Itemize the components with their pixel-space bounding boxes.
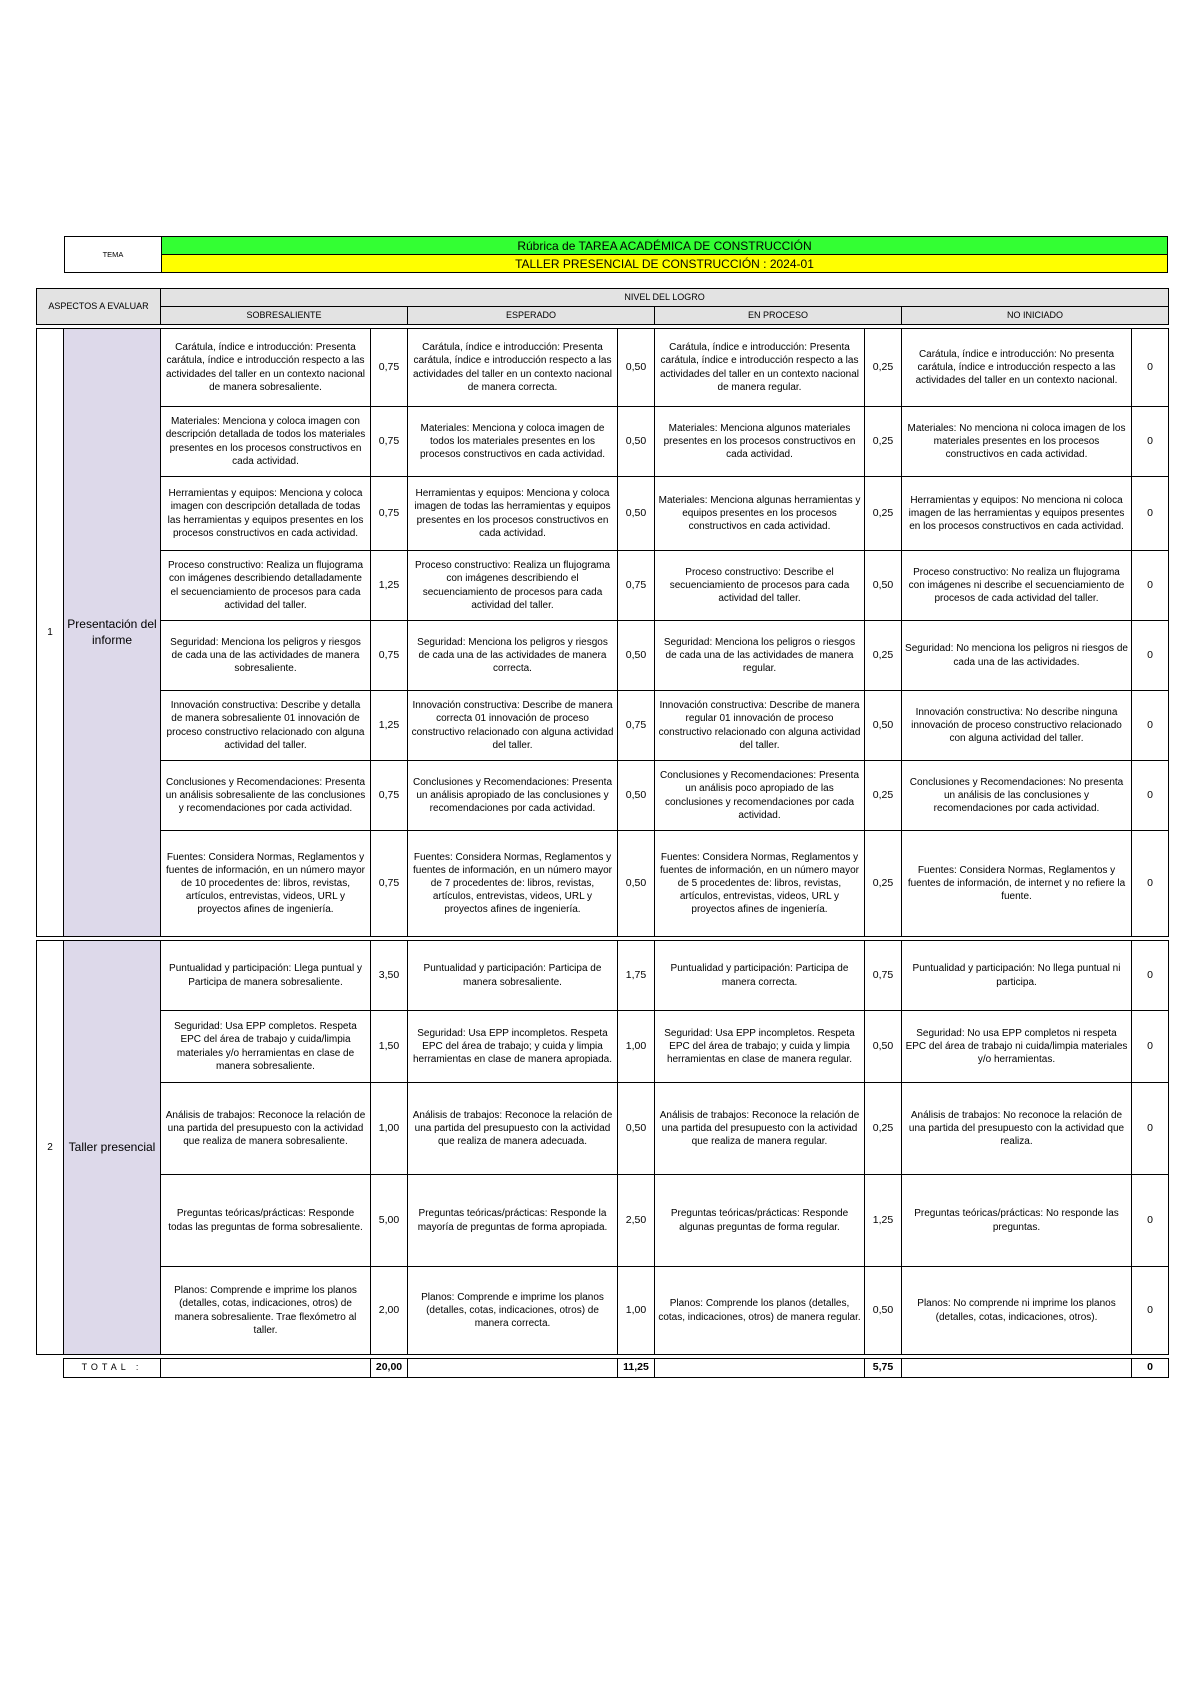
criterion-no-iniciado: Puntualidad y participación: No llega puntual ni participa.	[902, 941, 1132, 1011]
total-no-iniciado: 0	[1132, 1359, 1169, 1378]
score-sobresaliente: 1,25	[371, 551, 408, 621]
score-no-iniciado: 0	[1132, 761, 1169, 831]
score-no-iniciado: 0	[1132, 407, 1169, 477]
score-en-proceso: 0,25	[865, 329, 902, 407]
score-esperado: 0,75	[618, 551, 655, 621]
score-sobresaliente: 3,50	[371, 941, 408, 1011]
criterion-sobresaliente: Innovación constructiva: Describe y detalla de manera sobresaliente 01 innovación de proceso constructivo relacionado con alguna actividad del taller.	[161, 691, 371, 761]
score-sobresaliente: 0,75	[371, 329, 408, 407]
rubric-row	[37, 831, 1169, 937]
criterion-esperado: Análisis de trabajos: Reconoce la relación de una partida del presupuesto con la actividad que realiza de manera adecuada.	[408, 1083, 618, 1175]
score-en-proceso: 0,25	[865, 407, 902, 477]
score-en-proceso: 0,50	[865, 1267, 902, 1355]
score-sobresaliente: 1,00	[371, 1083, 408, 1175]
criterion-en-proceso: Carátula, índice e introducción: Presenta carátula, índice e introducción respecto a las actividades del taller en un contexto nacional de manera regular.	[655, 329, 865, 407]
criterion-en-proceso: Fuentes: Considera Normas, Reglamentos y fuentes de información, en un número mayor de 5 procedentes de: libros, revistas, artículos, entrevistas, videos, URL y proyectos afines de ingeniería.	[655, 831, 865, 937]
criterion-en-proceso: Seguridad: Usa EPP incompletos. Respeta EPC del área de trabajo; y cuida y limpia herramientas en clase de manera regular.	[655, 1011, 865, 1083]
score-sobresaliente: 0,75	[371, 831, 408, 937]
criterion-no-iniciado: Seguridad: No menciona los peligros ni riesgos de cada una de las actividades.	[902, 621, 1132, 691]
total-esperado: 11,25	[618, 1359, 655, 1378]
level-header-no-iniciado: NO INICIADO	[902, 307, 1169, 325]
criterion-en-proceso: Innovación constructiva: Describe de manera regular 01 innovación de proceso constructivo relacionado con alguna actividad del taller.	[655, 691, 865, 761]
score-sobresaliente: 0,75	[371, 761, 408, 831]
score-esperado: 2,50	[618, 1175, 655, 1267]
rubric-row	[37, 1267, 1169, 1355]
score-no-iniciado: 0	[1132, 1175, 1169, 1267]
criterion-esperado: Preguntas teóricas/prácticas: Responde la mayoría de preguntas de forma apropiada.	[408, 1175, 618, 1267]
score-en-proceso: 0,25	[865, 621, 902, 691]
rubric-row	[37, 1011, 1169, 1083]
score-no-iniciado: 0	[1132, 1083, 1169, 1175]
rubric-table	[36, 288, 1169, 1378]
criterion-sobresaliente: Materiales: Menciona y coloca imagen con descripción detallada de todos los materiales presentes en los procesos constructivos en cada actividad.	[161, 407, 371, 477]
score-esperado: 1,00	[618, 1011, 655, 1083]
rubric-row	[37, 1175, 1169, 1267]
score-esperado: 0,50	[618, 761, 655, 831]
score-en-proceso: 0,25	[865, 1083, 902, 1175]
rubric-body	[37, 329, 1169, 1355]
total-en-proceso: 5,75	[865, 1359, 902, 1378]
criterion-esperado: Carátula, índice e introducción: Presenta carátula, índice e introducción respecto a las actividades del taller en un contexto nacional de manera correcta.	[408, 329, 618, 407]
criterion-en-proceso: Materiales: Menciona algunos materiales presentes en los procesos constructivos en cada actividad.	[655, 407, 865, 477]
score-no-iniciado: 0	[1132, 477, 1169, 551]
score-no-iniciado: 0	[1132, 621, 1169, 691]
score-sobresaliente: 0,75	[371, 477, 408, 551]
score-no-iniciado: 0	[1132, 1011, 1169, 1083]
criterion-en-proceso: Materiales: Menciona algunas herramientas y equipos presentes en los procesos constructivos en cada actividad.	[655, 477, 865, 551]
score-sobresaliente: 1,25	[371, 691, 408, 761]
criterion-no-iniciado: Fuentes: Considera Normas, Reglamentos y fuentes de información, de internet y no refiere la fuente.	[902, 831, 1132, 937]
score-esperado: 0,50	[618, 329, 655, 407]
criterion-en-proceso: Puntualidad y participación: Participa de manera correcta.	[655, 941, 865, 1011]
criterion-no-iniciado: Materiales: No menciona ni coloca imagen de los materiales presentes en los procesos constructivos en cada actividad.	[902, 407, 1132, 477]
rubric-row	[37, 1083, 1169, 1175]
score-en-proceso: 0,50	[865, 1011, 902, 1083]
criterion-sobresaliente: Carátula, índice e introducción: Presenta carátula, índice e introducción respecto a las actividades del taller en un contexto nacional de manera sobresaliente.	[161, 329, 371, 407]
criterion-esperado: Puntualidad y participación: Participa de manera sobresaliente.	[408, 941, 618, 1011]
criterion-no-iniciado: Planos: No comprende ni imprime los planos (detalles, cotas, indicaciones, otros).	[902, 1267, 1132, 1355]
criterion-sobresaliente: Puntualidad y participación: Llega puntual y Participa de manera sobresaliente.	[161, 941, 371, 1011]
criterion-no-iniciado: Proceso constructivo: No realiza un flujograma con imágenes ni describe el secuenciamiento de procesos de cada actividad del taller.	[902, 551, 1132, 621]
criterion-esperado: Innovación constructiva: Describe de manera correcta 01 innovación de proceso constructivo relacionado con alguna actividad del taller.	[408, 691, 618, 761]
criterion-sobresaliente: Preguntas teóricas/prácticas: Responde todas las preguntas de forma sobresaliente.	[161, 1175, 371, 1267]
criterion-sobresaliente: Proceso constructivo: Realiza un flujograma con imágenes describiendo detalladamente el secuenciamiento de procesos para cada actividad del taller.	[161, 551, 371, 621]
level-header-sobresaliente: SOBRESALIENTE	[161, 307, 408, 325]
totals-row	[37, 1359, 1169, 1378]
criterion-esperado: Planos: Comprende e imprime los planos (detalles, cotas, indicaciones, otros) de manera correcta.	[408, 1267, 618, 1355]
score-esperado: 0,50	[618, 1083, 655, 1175]
rubric-row	[37, 407, 1169, 477]
section-number: 2	[37, 941, 64, 1355]
level-header-en-proceso: EN PROCESO	[655, 307, 902, 325]
criterion-en-proceso: Proceso constructivo: Describe el secuenciamiento de procesos para cada actividad del taller.	[655, 551, 865, 621]
section-name: Taller presencial	[64, 941, 161, 1355]
score-sobresaliente: 1,50	[371, 1011, 408, 1083]
criterion-en-proceso: Seguridad: Menciona los peligros o riesgos de cada una de las actividades de manera regular.	[655, 621, 865, 691]
criterion-no-iniciado: Preguntas teóricas/prácticas: No responde las preguntas.	[902, 1175, 1132, 1267]
score-esperado: 0,50	[618, 621, 655, 691]
tema-label: TEMA	[65, 237, 162, 273]
criterion-en-proceso: Planos: Comprende los planos (detalles, cotas, indicaciones, otros) de manera regular.	[655, 1267, 865, 1355]
score-no-iniciado: 0	[1132, 831, 1169, 937]
rubric-title: Rúbrica de TAREA ACADÉMICA DE CONSTRUCCIÓN	[162, 237, 1168, 255]
score-esperado: 0,50	[618, 407, 655, 477]
criterion-no-iniciado: Herramientas y equipos: No menciona ni coloca imagen de las herramientas y equipos presentes en los procesos constructivos en cada actividad.	[902, 477, 1132, 551]
criterion-sobresaliente: Fuentes: Considera Normas, Reglamentos y fuentes de información, en un número mayor de 10 procedentes de: libros, revistas, artículos, entrevistas, videos, URL y proyectos afines de ingeniería.	[161, 831, 371, 937]
criterion-esperado: Seguridad: Usa EPP incompletos. Respeta EPC del área de trabajo; y cuida y limpia herramientas en clase de manera apropiada.	[408, 1011, 618, 1083]
criterion-no-iniciado: Innovación constructiva: No describe ninguna innovación de proceso constructivo relacionado con alguna actividad del taller.	[902, 691, 1132, 761]
score-en-proceso: 0,50	[865, 551, 902, 621]
rubric-subtitle: TALLER PRESENCIAL DE CONSTRUCCIÓN : 2024-01	[162, 255, 1168, 273]
score-en-proceso: 0,75	[865, 941, 902, 1011]
score-esperado: 0,50	[618, 477, 655, 551]
rubric-row	[37, 761, 1169, 831]
rubric-row	[37, 551, 1169, 621]
criterion-sobresaliente: Seguridad: Usa EPP completos. Respeta EPC del área de trabajo y cuida/limpia materiales y/o herramientas en clase de manera sobresaliente.	[161, 1011, 371, 1083]
criterion-no-iniciado: Análisis de trabajos: No reconoce la relación de una partida del presupuesto con la actividad que realiza.	[902, 1083, 1132, 1175]
aspects-header: ASPECTOS A EVALUAR	[37, 289, 161, 325]
criterion-esperado: Conclusiones y Recomendaciones: Presenta un análisis apropiado de las conclusiones y recomendaciones por cada actividad.	[408, 761, 618, 831]
rubric-row	[37, 477, 1169, 551]
score-no-iniciado: 0	[1132, 329, 1169, 407]
score-esperado: 0,50	[618, 831, 655, 937]
criterion-esperado: Materiales: Menciona y coloca imagen de todos los materiales presentes en los procesos constructivos en cada actividad.	[408, 407, 618, 477]
score-sobresaliente: 0,75	[371, 621, 408, 691]
score-sobresaliente: 2,00	[371, 1267, 408, 1355]
rubric-header	[64, 236, 1168, 273]
criterion-sobresaliente: Análisis de trabajos: Reconoce la relación de una partida del presupuesto con la actividad que realiza de manera sobresaliente.	[161, 1083, 371, 1175]
rubric-row	[37, 329, 1169, 407]
rubric-row	[37, 941, 1169, 1011]
total-sobresaliente: 20,00	[371, 1359, 408, 1378]
nivel-logro-header: NIVEL DEL LOGRO	[161, 289, 1169, 307]
criterion-esperado: Proceso constructivo: Realiza un flujograma con imágenes describiendo el secuenciamiento de procesos para cada actividad del taller.	[408, 551, 618, 621]
score-esperado: 1,00	[618, 1267, 655, 1355]
score-no-iniciado: 0	[1132, 691, 1169, 761]
criterion-sobresaliente: Herramientas y equipos: Menciona y coloca imagen con descripción detallada de todas las herramientas y equipos presentes en los procesos constructivos en cada actividad.	[161, 477, 371, 551]
score-en-proceso: 0,25	[865, 831, 902, 937]
criterion-esperado: Herramientas y equipos: Menciona y coloca imagen de todas las herramientas y equipos presentes en los procesos constructivos en cada actividad.	[408, 477, 618, 551]
criterion-esperado: Seguridad: Menciona los peligros y riesgos de cada una de las actividades de manera correcta.	[408, 621, 618, 691]
criterion-esperado: Fuentes: Considera Normas, Reglamentos y fuentes de información, en un número mayor de 7 procedentes de: libros, revistas, artículos, entrevistas, videos, URL y proyectos afines de ingeniería.	[408, 831, 618, 937]
criterion-sobresaliente: Conclusiones y Recomendaciones: Presenta un análisis sobresaliente de las conclusiones y recomendaciones por cada actividad.	[161, 761, 371, 831]
score-no-iniciado: 0	[1132, 1267, 1169, 1355]
criterion-en-proceso: Análisis de trabajos: Reconoce la relación de una partida del presupuesto con la actividad que realiza de manera regular.	[655, 1083, 865, 1175]
score-en-proceso: 0,50	[865, 691, 902, 761]
score-sobresaliente: 5,00	[371, 1175, 408, 1267]
score-esperado: 1,75	[618, 941, 655, 1011]
score-en-proceso: 0,25	[865, 761, 902, 831]
score-en-proceso: 1,25	[865, 1175, 902, 1267]
criterion-en-proceso: Conclusiones y Recomendaciones: Presenta un análisis poco apropiado de las conclusiones y recomendaciones por cada actividad.	[655, 761, 865, 831]
criterion-no-iniciado: Conclusiones y Recomendaciones: No presenta un análisis de las conclusiones y recomendaciones por cada actividad.	[902, 761, 1132, 831]
criterion-sobresaliente: Planos: Comprende e imprime los planos (detalles, cotas, indicaciones, otros) de manera sobresaliente. Trae flexómetro al taller.	[161, 1267, 371, 1355]
criterion-no-iniciado: Seguridad: No usa EPP completos ni respeta EPC del área de trabajo ni cuida/limpia materiales y/o herramientas.	[902, 1011, 1132, 1083]
score-en-proceso: 0,25	[865, 477, 902, 551]
section-name: Presentación del informe	[64, 329, 161, 937]
score-no-iniciado: 0	[1132, 941, 1169, 1011]
level-header-esperado: ESPERADO	[408, 307, 655, 325]
total-label: TOTAL :	[64, 1359, 161, 1378]
criterion-no-iniciado: Carátula, índice e introducción: No presenta carátula, índice e introducción respecto a las actividades del taller en un contexto nacional.	[902, 329, 1132, 407]
rubric-row	[37, 691, 1169, 761]
score-sobresaliente: 0,75	[371, 407, 408, 477]
section-number: 1	[37, 329, 64, 937]
criterion-en-proceso: Preguntas teóricas/prácticas: Responde algunas preguntas de forma regular.	[655, 1175, 865, 1267]
rubric-row	[37, 621, 1169, 691]
criterion-sobresaliente: Seguridad: Menciona los peligros y riesgos de cada una de las actividades de manera sobresaliente.	[161, 621, 371, 691]
score-esperado: 0,75	[618, 691, 655, 761]
score-no-iniciado: 0	[1132, 551, 1169, 621]
